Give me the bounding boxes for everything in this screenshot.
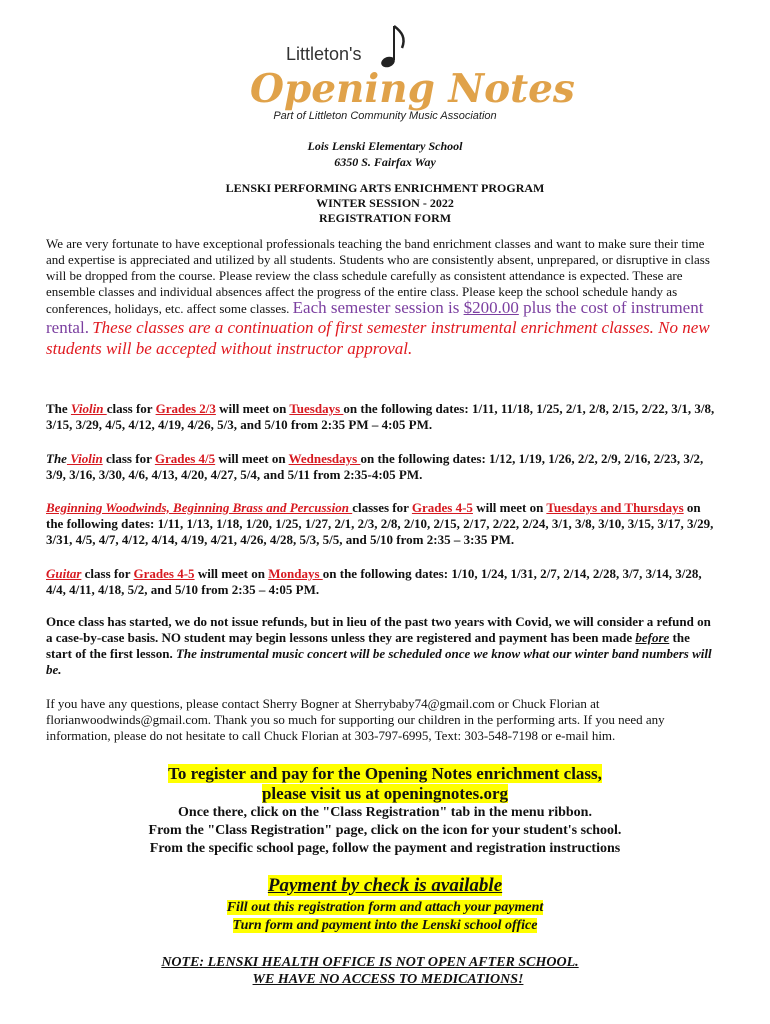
grades-label: Grades 2/3 <box>155 401 216 416</box>
register-steps <box>0 804 770 858</box>
register-heading <box>0 764 770 804</box>
contact-paragraph: If you have any questions, please contact Sherry Bogner at Sherrybaby74@gmail.com or Chuck Florian at florianwoodwinds@gmail.com. Thank you so much for supporting our children in the performing arts. If you need any information, please do not hesitate to call Chuck Florian at 303-797-6995, Text: 303-548-7198 or e-mail him. <box>46 696 665 743</box>
instrument-label: Beginning Woodwinds, Beginning Brass and Percussion <box>46 500 353 515</box>
instrument-label: Guitar <box>46 566 82 581</box>
logo-title: Opening Notes <box>250 66 575 112</box>
note-line-1: NOTE: LENSKI HEALTH OFFICE IS NOT OPEN AFTER SCHOOL. <box>161 955 579 970</box>
grades-label: Grades 4/5 <box>154 451 216 466</box>
session-title: WINTER SESSION - 2022 <box>316 196 454 210</box>
day-label: Tuesdays <box>289 401 344 416</box>
refund-policy: Once class has started, we do not issue refunds, but in lieu of the past two years with Covid, we will consider a refund on a case-by-case basis. NO student may begin lessons unless they are registered and payment has been made before the start of the first lesson. The instrumental music concert will be scheduled once we know what our winter band numbers will be. <box>46 614 712 677</box>
association-line: Part of Littleton Community Music Association <box>273 110 497 122</box>
concert-note: The instrumental music concert will be scheduled once we know what our winter band numbers will be. <box>46 646 712 677</box>
register-step-2: From the "Class Registration" page, click on the icon for your student's school. <box>148 823 622 838</box>
register-line-1: To register and pay for the Opening Notes enrichment class, <box>168 764 602 783</box>
school-address: 6350 S. Fairfax Way <box>334 155 436 169</box>
grades-label: Grades 4-5 <box>411 500 473 515</box>
payment-line-1: Fill out this registration form and attach your payment <box>226 900 544 915</box>
class-violin-45: The Violin class for Grades 4/5 will meet on Wednesdays on the following dates: 1/12, 1/19, 1/26, 2/2, 2/9, 2/16, 2/23, 3/2, 3/9, 3/16, 3/30, 4/6, 4/13, 4/20, 4/27, 5/4, and 5/11 from 2:35-4:05 PM. <box>46 451 704 482</box>
register-line-2: please visit us at openingnotes.org <box>261 784 509 803</box>
day-label: Wednesdays <box>288 451 361 466</box>
music-note-icon <box>380 22 410 72</box>
instrument-label: Violin <box>70 401 107 416</box>
intro-text: We are very fortunate to have exceptional professionals teaching the band enrichment classes and want to make sure their time and expertise is appreciated and utilized by all students. Students who are consistently absent, unprepared, or disruptive in class will be dropped from the course. Please review the class schedule carefully as consistent attendance is expected. These are ensemble classes and individual absences affect the progress of the entire class. Please keep the school schedule handy as conferences, holidays, etc. affect some classes. <box>46 236 710 316</box>
continuation-text: These classes are a continuation of first semester instrumental enrichment classes. No new students will be accepted without instructor approval. <box>46 318 710 358</box>
logo <box>250 22 575 112</box>
health-office-note <box>0 954 740 988</box>
form-title: REGISTRATION FORM <box>318 211 452 225</box>
payment-line-2: Turn form and payment into the Lenski school office <box>232 918 538 933</box>
class-violin-23: The Violin class for Grades 2/3 will meet on Tuesdays on the following dates: 1/11, 11/18, 1/25, 2/1, 2/8, 2/15, 2/22, 3/1, 3/8, 3/15, 3/29, 4/5, 4/12, 4/19, 4/26, 5/3, and 5/10 from 2:35 PM – 4:05 PM. <box>46 401 715 432</box>
program-title: LENSKI PERFORMING ARTS ENRICHMENT PROGRAM <box>225 181 545 195</box>
day-label: Mondays <box>268 566 323 581</box>
grades-label: Grades 4-5 <box>133 566 195 581</box>
instrument-label: Violin <box>66 451 103 466</box>
payment-instructions <box>0 899 770 935</box>
note-line-2: WE HAVE NO ACCESS TO MEDICATIONS! <box>252 972 524 987</box>
payment-title: Payment by check is available <box>267 875 503 896</box>
before-emphasis: before <box>635 630 670 645</box>
register-step-1: Once there, click on the "Class Registration" tab in the menu ribbon. <box>178 805 592 820</box>
day-label: Tuesdays and Thursdays <box>546 500 684 515</box>
cost-text: Each semester session is $200.00 plus the cost of instrument rental. <box>46 298 704 337</box>
intro-paragraph <box>46 236 718 359</box>
school-name: Lois Lenski Elementary School <box>307 139 463 153</box>
logo-top-text: Littleton's <box>286 44 362 64</box>
class-woodwinds-brass: Beginning Woodwinds, Beginning Brass and Percussion classes for Grades 4-5 will meet on Tuesdays and Thursdays on the following dates: 1/11, 1/13, 1/18, 1/20, 1/25, 1/27, 2/1, 2/3, 2/8, 2/10, 2/15, 2/17, 2/22, 2/24, 3/1, 3/8, 3/10, 3/15, 3/17, 3/29, 3/31, 4/5, 4/7, 4/12, 4/14, 4/19, 4/21, 4/26, 4/28, 5/3, 5/5, and 5/10 from 2:35 – 3:35 PM. <box>46 500 714 547</box>
class-guitar: Guitar class for Grades 4-5 will meet on Mondays on the following dates: 1/10, 1/24, 1/31, 2/7, 2/14, 2/28, 3/7, 3/14, 3/28, 4/4, 4/11, 4/18, 5/2, and 5/10 from 2:35 – 4:05 PM. <box>46 566 702 597</box>
cost-amount: $200.00 <box>463 298 519 317</box>
register-step-3: From the specific school page, follow the payment and registration instructions <box>149 841 621 856</box>
